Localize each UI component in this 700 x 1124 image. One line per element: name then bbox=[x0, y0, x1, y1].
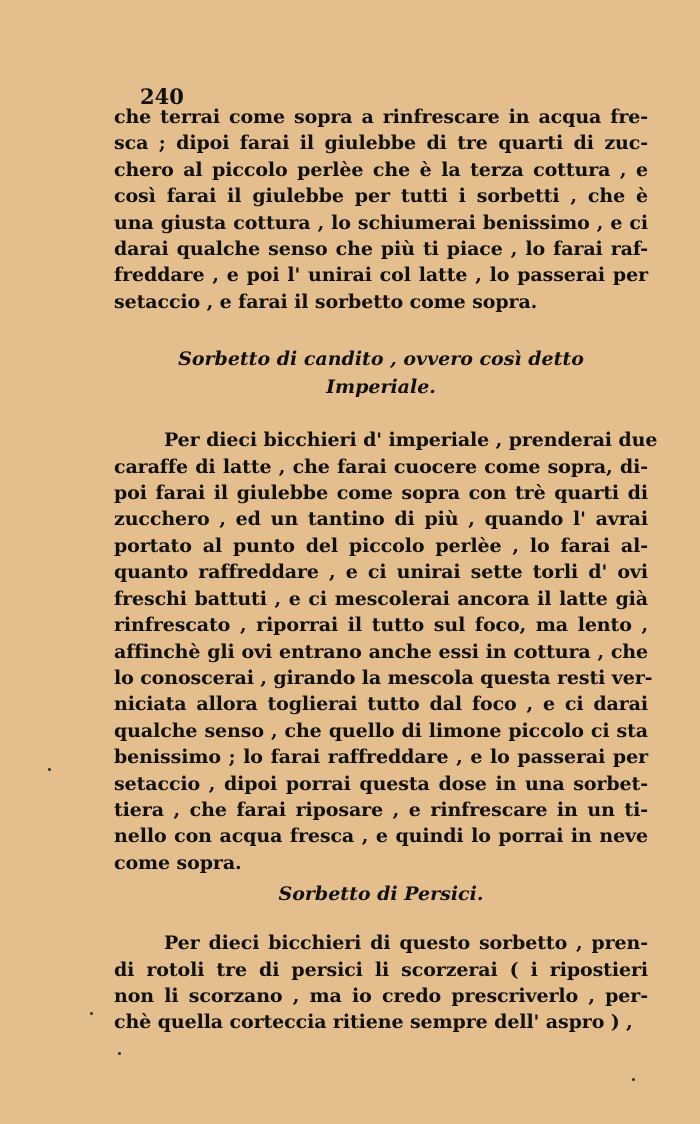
text-line: niciata allora toglierai tutto dal foco , e ci darai bbox=[114, 693, 648, 716]
text-line: benissimo ; lo farai raffreddare , e lo passerai per bbox=[114, 746, 648, 769]
paragraph bbox=[114, 930, 648, 1036]
paragraph bbox=[114, 427, 658, 876]
text-line: affinchè gli ovi entrano anche essi in cottura , che bbox=[114, 640, 648, 663]
text-line: che terrai come sopra a rinfrescare in acqua fre- bbox=[114, 106, 648, 128]
text-line: chero al piccolo perlèe che è la terza cottura , e bbox=[114, 158, 648, 181]
text-line: così farai il giulebbe per tutti i sorbetti , che è bbox=[114, 185, 648, 208]
text-line: darai qualche senso che più ti piace , lo farai raf- bbox=[114, 238, 648, 261]
text-line: una giusta cottura , lo schiumerai benissimo , e ci bbox=[114, 211, 648, 234]
text-line: Per dieci bicchieri d' imperiale , prenderai due bbox=[164, 429, 658, 452]
section-heading bbox=[114, 880, 648, 908]
text-line: poi farai il giulebbe come sopra con trè quarti di bbox=[114, 482, 648, 505]
text-line: sca ; dipoi farai il giulebbe di tre quarti di zuc- bbox=[114, 132, 648, 155]
text-line: quanto raffreddare , e ci unirai sette torli d' ovi bbox=[114, 561, 648, 584]
text-line: tiera , che farai riposare , e rinfrescare in un ti- bbox=[114, 798, 648, 821]
text-line: portato al punto del piccolo perlèe , lo farai al- bbox=[114, 534, 648, 557]
text-line: non li scorzano , ma io credo prescriverlo , per- bbox=[114, 984, 648, 1007]
text-line: setaccio , e farai il sorbetto come sopra. bbox=[114, 290, 538, 313]
text-line: lo conoscerai , girando la mescola questa resti ver- bbox=[114, 666, 653, 689]
text-line: di rotoli tre di persici li scorzerai ( i ripostieri bbox=[114, 958, 648, 981]
heading-line: Imperiale. bbox=[326, 376, 436, 399]
text-line: chè quella corteccia ritiene sempre dell' aspro ) , bbox=[114, 1011, 633, 1034]
text-line: Per dieci bicchieri di questo sorbetto , pren- bbox=[164, 932, 648, 955]
page-number: 240 bbox=[140, 84, 184, 109]
text-line: caraffe di latte , che farai cuocere come sopra, di- bbox=[114, 455, 648, 478]
text-line: zucchero , ed un tantino di più , quando l' avrai bbox=[114, 508, 648, 531]
paragraph bbox=[114, 104, 648, 315]
paper-speck bbox=[90, 1012, 93, 1015]
text-line: come sopra. bbox=[114, 851, 242, 874]
heading-line: Sorbetto di Persici. bbox=[278, 883, 484, 906]
text-line: setaccio , dipoi porrai questa dose in una sorbet- bbox=[114, 772, 648, 795]
text-line: nello con acqua fresca , e quindi lo porrai in neve bbox=[114, 825, 648, 848]
text-line: qualche senso , che quello di limone piccolo ci sta bbox=[114, 719, 648, 742]
page-body bbox=[114, 84, 658, 1036]
text-line: freddare , e poi l' unirai col latte , lo passerai per bbox=[114, 264, 648, 287]
text-line: freschi battuti , e ci mescolerai ancora il latte già bbox=[114, 587, 648, 610]
paper-speck bbox=[118, 1052, 121, 1055]
heading-line: Sorbetto di candito , ovvero così detto bbox=[178, 348, 584, 371]
paper-speck bbox=[632, 1078, 635, 1081]
section-heading bbox=[114, 345, 648, 401]
paper-speck bbox=[48, 768, 51, 771]
text-line: rinfrescato , riporrai il tutto sul foco, ma lento , bbox=[114, 614, 648, 637]
